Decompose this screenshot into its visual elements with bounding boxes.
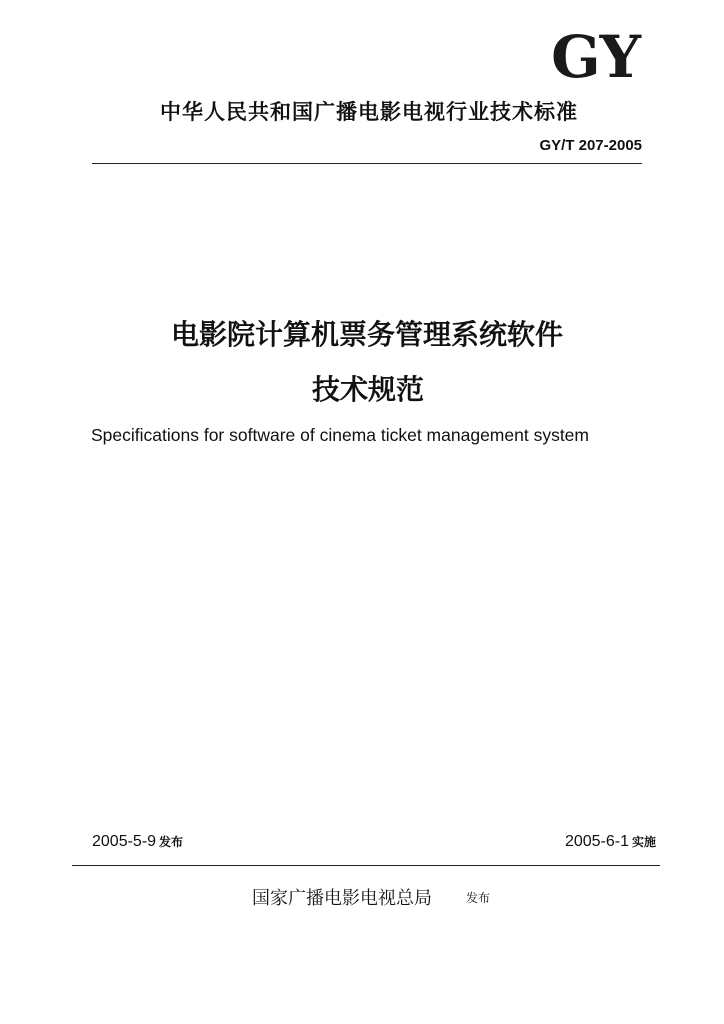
document-title-line-2: 技术规范	[311, 373, 424, 406]
english-title: Specifications for software of cinema ticket management system	[91, 425, 589, 445]
gy-logo: GY	[551, 23, 640, 91]
standard-category: 中华人民共和国广播电影电视行业技术标准	[160, 100, 578, 124]
issue-date-value: 2005-5-9	[92, 833, 157, 850]
issue-date	[92, 833, 183, 851]
issue-date-label: 发布	[159, 835, 184, 849]
document-title-line-1: 电影院计算机票务管理系统软件	[170, 318, 563, 351]
footer-divider	[72, 865, 660, 866]
implement-date-value: 2005-6-1	[564, 833, 629, 850]
header-divider	[92, 163, 642, 164]
issuing-authority: 国家广播电影电视总局	[252, 888, 432, 909]
standard-number: GY/T 207-2005	[539, 137, 642, 154]
implement-date-label: 实施	[631, 835, 656, 849]
implement-date	[565, 833, 656, 851]
issuing-action: 发布	[466, 891, 491, 905]
